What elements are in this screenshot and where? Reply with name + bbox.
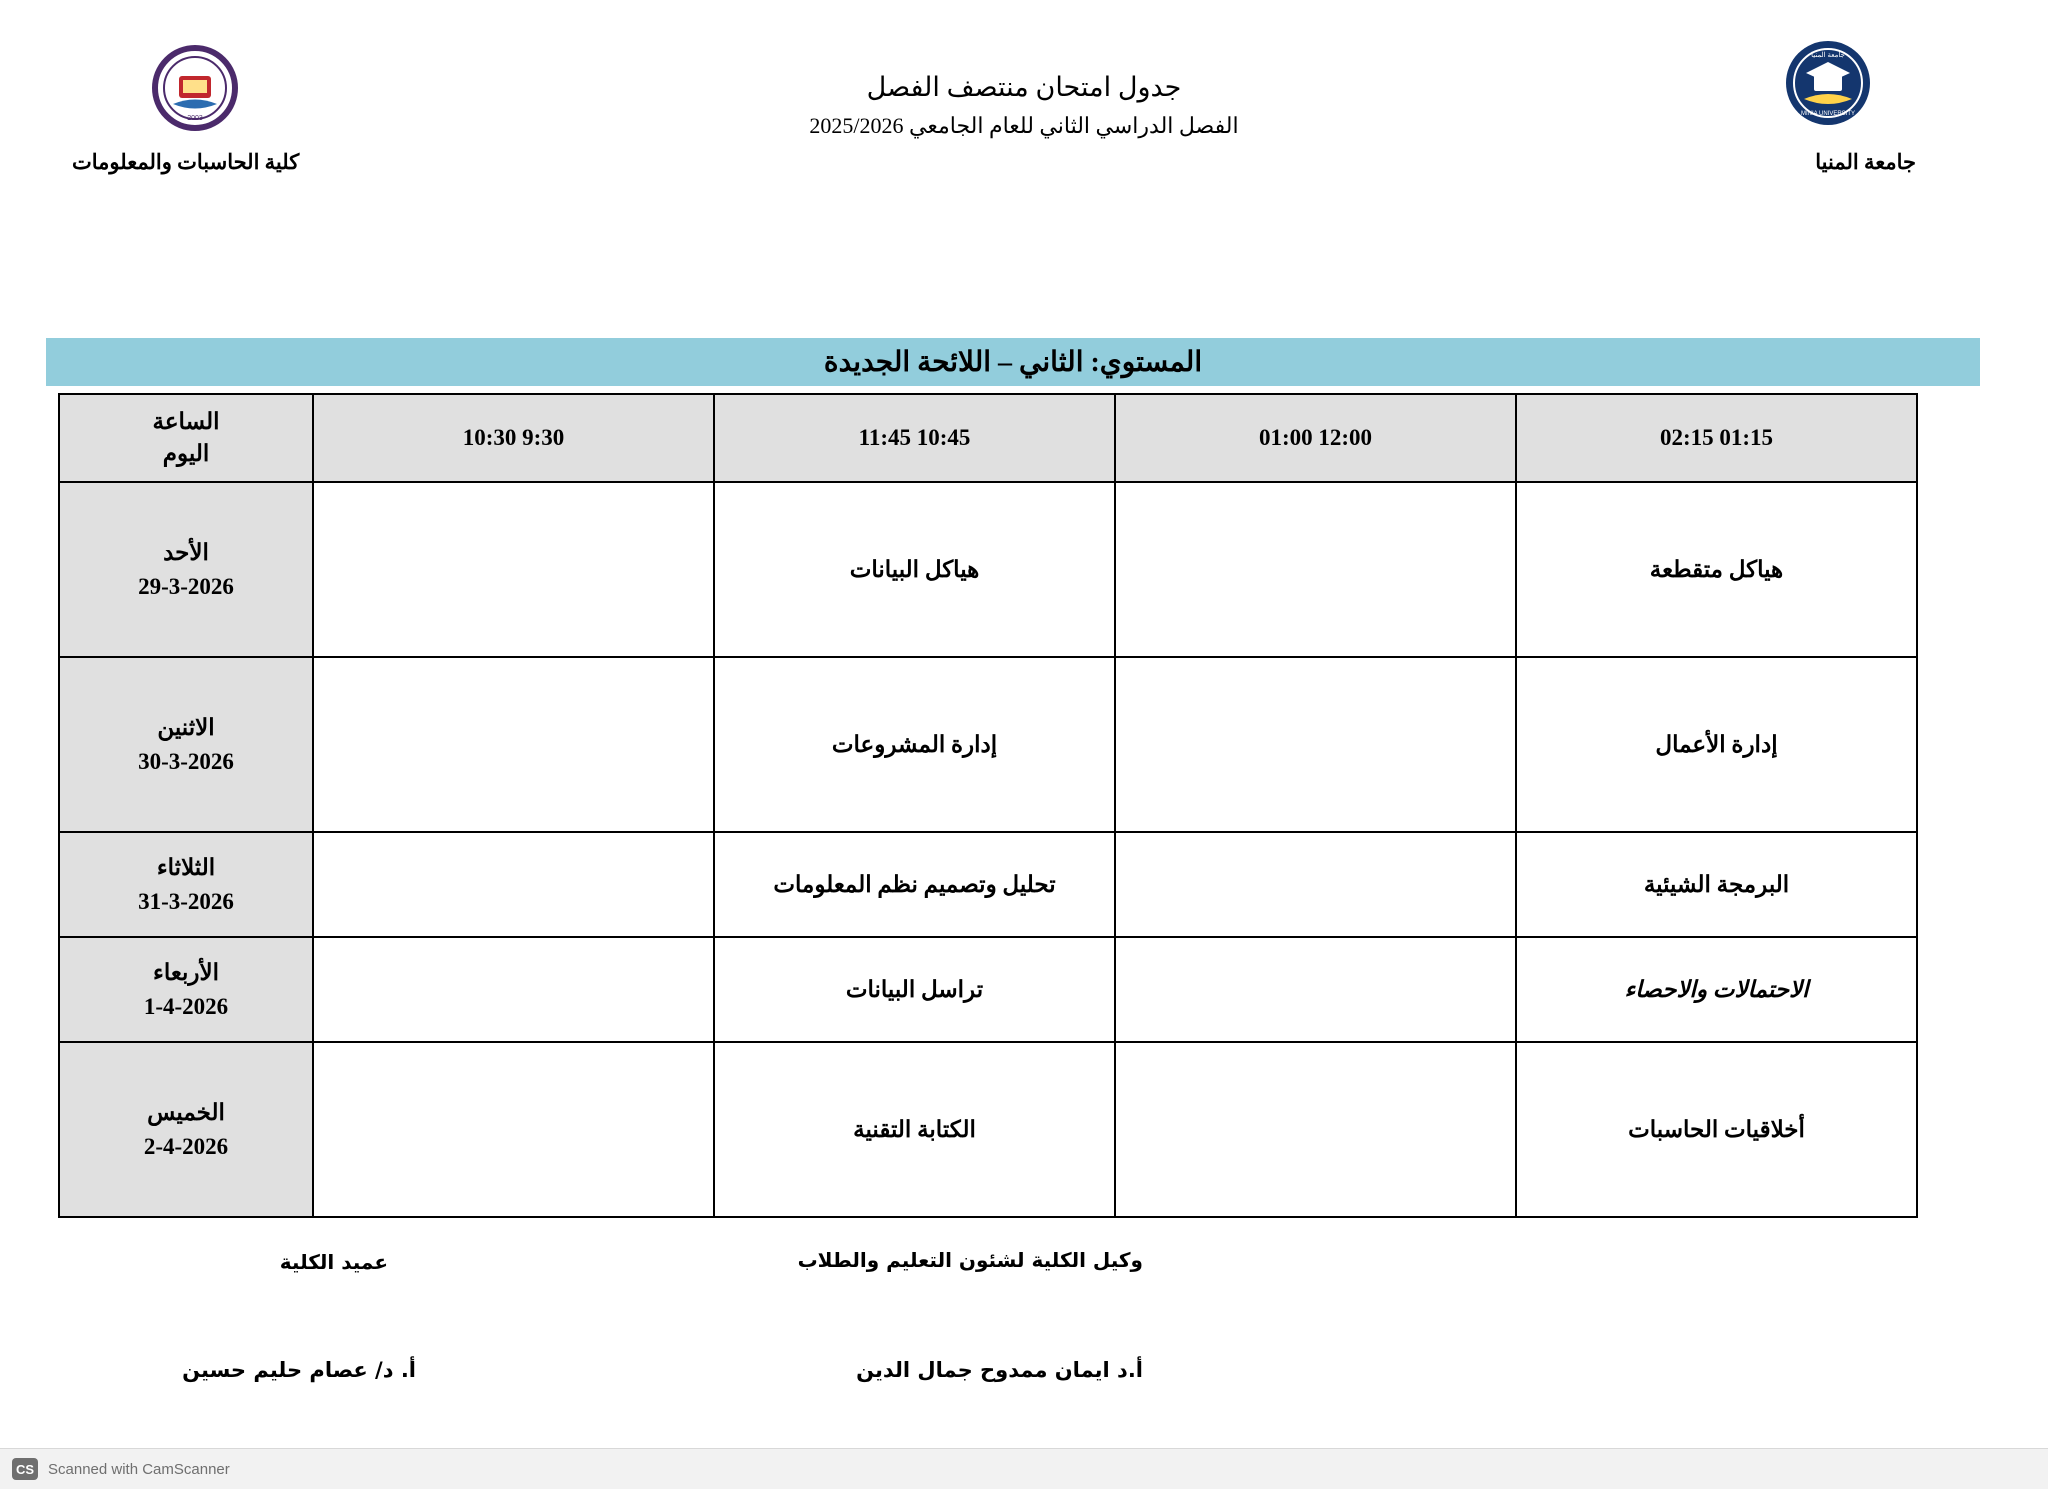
exam-cell	[313, 657, 714, 832]
table-row	[59, 1042, 1917, 1217]
exam-cell	[313, 937, 714, 1042]
day-date: 1-4-2026	[143, 993, 229, 1019]
time-slot-header-3: 11:45 10:45	[714, 394, 1115, 482]
faculty-logo-caption: كلية الحاسبات والمعلومات	[72, 150, 300, 174]
exam-cell	[313, 832, 714, 937]
exam-cell: تراسل البيانات	[714, 937, 1115, 1042]
corner-header	[59, 394, 313, 482]
day-date: 2-4-2026	[143, 1133, 229, 1159]
level-banner: المستوي: الثاني – اللائحة الجديدة	[46, 338, 1980, 386]
table-row	[59, 832, 1917, 937]
page-title-block	[0, 70, 2048, 142]
camscanner-label: Scanned with CamScanner	[48, 1460, 230, 1478]
day-cell	[59, 1042, 313, 1217]
corner-header-hour: الساعة	[152, 408, 220, 434]
day-name: الأربعاء	[153, 960, 219, 986]
exam-cell: البرمجة الشيئية	[1516, 832, 1917, 937]
dean-name: أ. د/ عصام حليم حسين	[182, 1358, 416, 1382]
day-cell	[59, 482, 313, 657]
exam-schedule-table	[58, 393, 1918, 1218]
svg-text:MINIA UNIVERSITY: MINIA UNIVERSITY	[1800, 110, 1856, 117]
day-cell	[59, 937, 313, 1042]
camscanner-badge-icon: CS	[12, 1458, 38, 1480]
table-row	[59, 657, 1917, 832]
page-subtitle: الفصل الدراسي الثاني للعام الجامعي 2025/2026	[809, 113, 1239, 139]
time-slot-header-2: 01:00 12:00	[1115, 394, 1516, 482]
exam-cell	[1115, 1042, 1516, 1217]
corner-header-day: اليوم	[162, 441, 210, 466]
day-name: الخميس	[147, 1100, 225, 1126]
exam-cell: الاحتمالات والاحصاء	[1516, 937, 1917, 1042]
exam-cell	[313, 482, 714, 657]
exam-cell: تحليل وتصميم نظم المعلومات	[714, 832, 1115, 937]
time-slot-header-4: 10:30 9:30	[313, 394, 714, 482]
svg-text:جامعة المنيا: جامعة المنيا	[1811, 51, 1845, 59]
exam-cell	[1115, 482, 1516, 657]
day-name: الثلاثاء	[156, 855, 216, 881]
table-row	[59, 482, 1917, 657]
day-cell	[59, 832, 313, 937]
day-date: 30-3-2026	[138, 748, 234, 774]
dean-title: عميد الكلية	[279, 1250, 388, 1274]
exam-cell	[1115, 832, 1516, 937]
exam-cell: الكتابة التقنية	[714, 1042, 1115, 1217]
day-name: الأحد	[163, 540, 209, 566]
exam-cell	[1115, 937, 1516, 1042]
exam-cell	[1115, 657, 1516, 832]
exam-cell	[313, 1042, 714, 1217]
vice-dean-title: وكيل الكلية لشئون التعليم والطلاب	[797, 1248, 1143, 1272]
exam-cell: هياكل البيانات	[714, 482, 1115, 657]
exam-schedule-table-wrapper	[128, 393, 1918, 1218]
exam-cell: هياكل متقطعة	[1516, 482, 1917, 657]
page-title: جدول امتحان منتصف الفصل	[866, 72, 1182, 102]
exam-cell: إدارة المشروعات	[714, 657, 1115, 832]
exam-cell: إدارة الأعمال	[1516, 657, 1917, 832]
exam-cell: أخلاقيات الحاسبات	[1516, 1042, 1917, 1217]
document-header	[0, 0, 2048, 215]
table-header-row	[59, 394, 1917, 482]
camscanner-footer	[0, 1448, 2048, 1489]
vice-dean-name: أ.د ايمان ممدوح جمال الدين	[856, 1358, 1143, 1382]
university-logo-caption: جامعة المنيا	[1815, 150, 1916, 174]
day-date: 29-3-2026	[138, 573, 234, 599]
svg-text:2003: 2003	[187, 114, 203, 122]
day-date: 31-3-2026	[138, 888, 234, 914]
day-cell	[59, 657, 313, 832]
time-slot-header-1: 02:15 01:15	[1516, 394, 1917, 482]
table-row	[59, 937, 1917, 1042]
day-name: الاثنين	[157, 715, 215, 741]
